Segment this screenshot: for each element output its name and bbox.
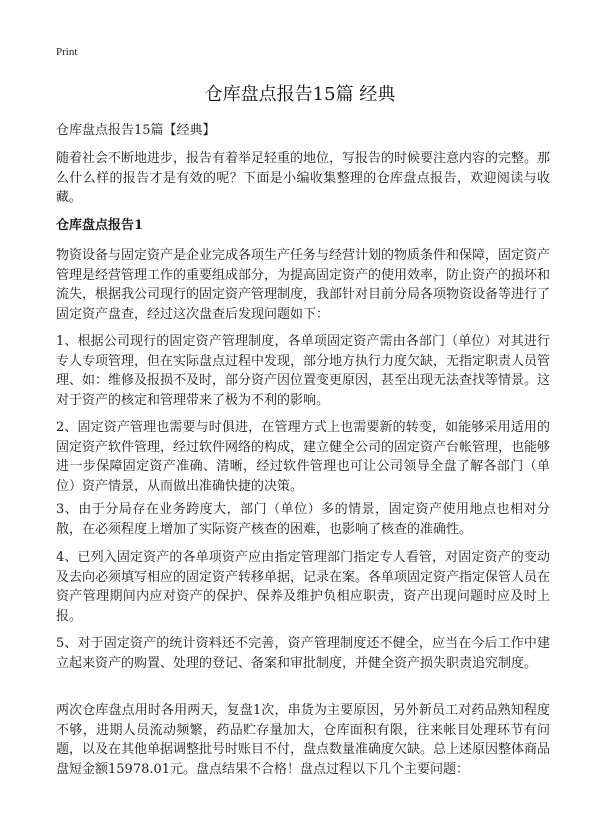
intro-paragraph: 随着社会不断地进步，报告有着举足轻重的地位，写报告的时候要注意内容的完整。那么什么样的报告才是有效的呢？下面是小编收集整理的仓库盘点报告，欢迎阅读与收藏。: [56, 151, 551, 205]
document-subtitle: 仓库盘点报告15篇【经典】: [56, 123, 216, 138]
body-paragraph: 5、对于固定资产的统计资料还不完善，资产管理制度还不健全，应当在今后工作中建立起来资产的购置、处理的登记、备案和审批制度，并健全资产损失职责追究制度。: [56, 636, 550, 671]
document-title: 仓库盘点报告15篇 经典: [204, 84, 396, 105]
body-paragraph: 两次仓库盘点用时各用两天，复盘1次，串货为主要原因，另外新员工对药品熟知程度不够，进期人员流动频繁，药品贮存量加大，仓库面积有限，往来帐目处理环节有问题，以及在其他单据调整批号时账目不付，盘点数量准确度欠缺。总上述原因整体商品盘短金额15978.01元。盘点结果不合格！盘点过程以下几个主要问题：: [56, 703, 551, 777]
body-paragraph: 3、由于分局存在业务跨度大，部门（单位）多的情景，固定资产使用地点也相对分散，在必须程度上增加了实际资产核查的困难，也影响了核查的准确性。: [56, 502, 550, 537]
print-link[interactable]: Print: [56, 46, 78, 58]
body-paragraph: 1、根据公司现行的固定资产管理制度，各单项固定资产需由各部门（单位）对其进行专人专项管理，但在实际盘点过程中发现，部分地方执行力度欠缺，无指定职责人员管理、如：维修及报损不及时，部分资产因位置变更原因，甚至出现无法查找等情景。这对于资产的核定和管理带来了极为不利的影响。: [56, 334, 551, 408]
body-paragraph: 4、已列入固定资产的各单项资产应由指定管理部门指定专人看管，对固定资产的变动及去向必须填写相应的固定资产转移单据，记录在案。各单项固定资产指定保管人员在资产管理期间内应对资产的保护、保养及维护负相应职责，资产出现问题时应及时上报。: [56, 550, 551, 624]
body-paragraph: 2、固定资产管理也需要与时俱进，在管理方式上也需要新的转变，如能够采用适用的固定资产软件管理，经过软件网络的构成，建立健全公司的固定资产台帐管理，也能够进一步保障固定资产准确、清晰，经过软件管理也可让公司领导全盘了解各部门（单位）资产情景，从而做出准确快捷的决策。: [56, 420, 551, 494]
body-paragraph: 物资设备与固定资产是企业完成各项生产任务与经营计划的物质条件和保障，固定资产管理是经营管理工作的重要组成部分，为提高固定资产的使用效率，防止资产的损坏和流失，根据我公司现行的固定资产管理制度，我部针对目前分局各项物资设备等进行了固定资产盘查，经过这次盘查后发现问题如下：: [56, 248, 551, 322]
section-heading: 仓库盘点报告1: [56, 218, 144, 233]
